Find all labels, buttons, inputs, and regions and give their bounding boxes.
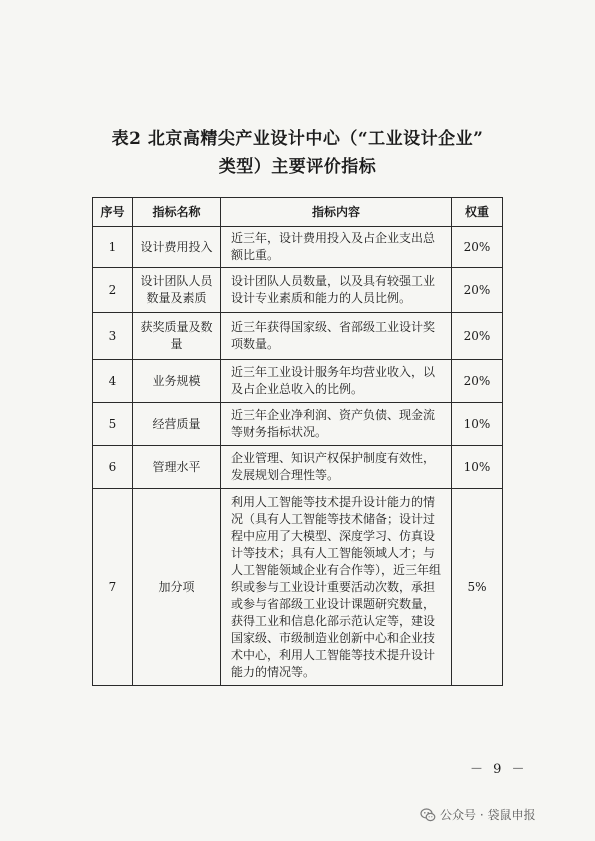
table-row bbox=[93, 489, 503, 686]
row-weight: 10% bbox=[452, 403, 503, 446]
row-content: 利用人工智能等技术提升设计能力的情况（具有人工智能等技术储备；设计过程中应用了大模型、深度学习、仿真设计等技术；具有人工智能领域人才；与人工智能领域企业有合作等），近三年组织或参与工业设计重要活动次数，承担或参与省部级工业设计课题研究数量，获得工业和信息化部示范认定等，建设国家级、市级制造业创新中心和企业技术中心，利用人工智能等技术提升设计能力的情况等。 bbox=[221, 489, 452, 686]
row-no: 3 bbox=[93, 313, 133, 360]
table-row bbox=[93, 313, 503, 360]
table-header-row bbox=[93, 198, 503, 227]
page-number: － 9 － bbox=[470, 762, 528, 777]
row-name: 设计团队人员数量及素质 bbox=[133, 268, 221, 313]
row-no: 7 bbox=[93, 489, 133, 686]
table-row bbox=[93, 360, 503, 403]
table-row bbox=[93, 268, 503, 313]
row-content: 近三年，设计费用投入及占企业支出总额比重。 bbox=[221, 227, 452, 268]
row-no: 2 bbox=[93, 268, 133, 313]
watermark-text: 公众号 · 袋鼠申报 bbox=[440, 808, 536, 822]
row-name: 加分项 bbox=[133, 489, 221, 686]
row-weight: 20% bbox=[452, 268, 503, 313]
row-name: 业务规模 bbox=[133, 360, 221, 403]
row-weight: 20% bbox=[452, 313, 503, 360]
header-name: 指标名称 bbox=[133, 198, 221, 227]
row-weight: 5% bbox=[452, 489, 503, 686]
watermark bbox=[420, 806, 535, 823]
row-name: 经营质量 bbox=[133, 403, 221, 446]
row-no: 4 bbox=[93, 360, 133, 403]
row-name: 管理水平 bbox=[133, 446, 221, 489]
evaluation-metrics-table bbox=[92, 197, 503, 686]
row-no: 6 bbox=[93, 446, 133, 489]
table-title-line-2: 类型）主要评价指标 bbox=[218, 157, 377, 177]
header-content: 指标内容 bbox=[221, 198, 452, 227]
row-no: 1 bbox=[93, 227, 133, 268]
row-no: 5 bbox=[93, 403, 133, 446]
row-name: 设计费用投入 bbox=[133, 227, 221, 268]
row-content: 近三年工业设计服务年均营业收入，以及占企业总收入的比例。 bbox=[221, 360, 452, 403]
row-content: 企业管理、知识产权保护制度有效性，发展规划合理性等。 bbox=[221, 446, 452, 489]
wechat-icon bbox=[420, 807, 436, 823]
header-no: 序号 bbox=[93, 198, 133, 227]
row-weight: 10% bbox=[452, 446, 503, 489]
table-row bbox=[93, 403, 503, 446]
row-weight: 20% bbox=[452, 227, 503, 268]
row-content: 近三年获得国家级、省部级工业设计奖项数量。 bbox=[221, 313, 452, 360]
row-name: 获奖质量及数量 bbox=[133, 313, 221, 360]
table-row bbox=[93, 227, 503, 268]
table-row bbox=[93, 446, 503, 489]
row-content: 设计团队人员数量，以及具有较强工业设计专业素质和能力的人员比例。 bbox=[221, 268, 452, 313]
table-title-line-1: 表2 北京高精尖产业设计中心（“工业设计企业” bbox=[111, 129, 484, 149]
row-content: 近三年企业净利润、资产负债、现金流等财务指标状况。 bbox=[221, 403, 452, 446]
row-weight: 20% bbox=[452, 360, 503, 403]
header-weight: 权重 bbox=[452, 198, 503, 227]
